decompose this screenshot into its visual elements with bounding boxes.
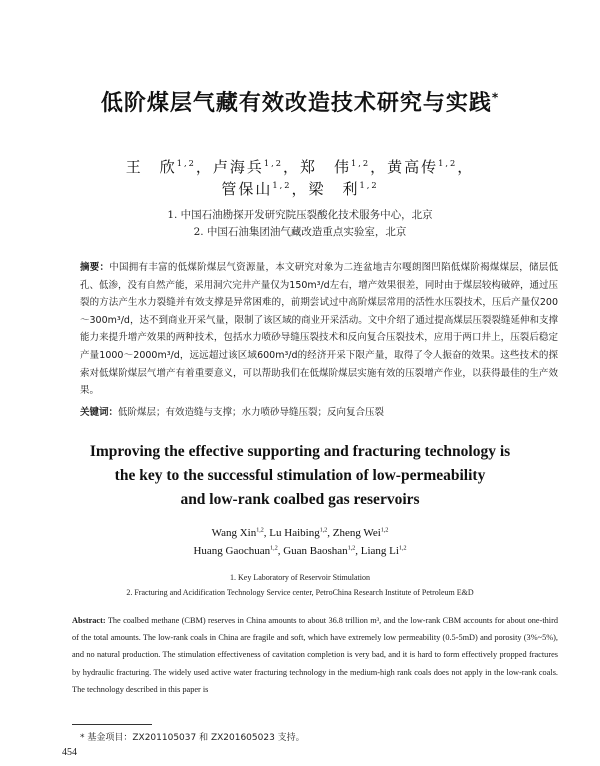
author-affiliation-mark: 1,2	[319, 527, 328, 534]
author-separator: ，	[457, 158, 475, 176]
author-name: Lu Haibing	[269, 527, 320, 539]
author-affiliation-mark: 1,2	[398, 545, 407, 552]
author-affiliation-mark: 1,2	[351, 158, 371, 168]
chinese-keywords-label: 关键词：	[80, 407, 119, 418]
author-name: 管保山	[221, 180, 273, 198]
author-name: 郑 伟	[300, 158, 352, 176]
english-authors-line-2	[0, 545, 600, 557]
chinese-affiliation-1: 1. 中国石油勘探开发研究院压裂酸化技术服务中心，北京	[167, 209, 433, 221]
chinese-affiliation-2: 2. 中国石油集团油气藏改造重点实验室，北京	[193, 226, 407, 238]
english-title-line: Improving the effective supporting and fracturing technology is	[89, 443, 511, 460]
author-name: 卢海兵	[212, 158, 264, 176]
chinese-authors-line-2	[0, 178, 600, 199]
english-title-line: the key to the successful stimulation of low-permeability	[114, 467, 486, 484]
english-abstract	[72, 612, 558, 698]
author-affiliation-mark: 1,2	[438, 158, 458, 168]
chinese-title: 低阶煤层气藏有效改造技术研究与实践*	[100, 90, 500, 116]
english-abstract-label: Abstract:	[72, 616, 106, 625]
author-name: Liang Li	[360, 545, 399, 557]
author-separator: ，	[282, 158, 300, 176]
author-separator: ,	[263, 527, 270, 539]
author-separator: ，	[291, 180, 309, 198]
author-affiliation-mark: 1,2	[263, 158, 283, 168]
page-number: 454	[62, 747, 77, 758]
chinese-abstract-label: 摘要：	[80, 262, 110, 273]
author-separator: ，	[370, 158, 388, 176]
author-separator: ,	[327, 527, 333, 539]
english-authors-line-1	[0, 527, 600, 539]
author-name: Huang Gaochuan	[193, 545, 271, 557]
chinese-keywords	[80, 404, 558, 418]
author-affiliation-mark: 1,2	[347, 545, 356, 552]
author-name: Zheng Wei	[332, 527, 381, 539]
author-affiliation-mark: 1,2	[176, 158, 196, 168]
english-title-line: and low-rank coalbed gas reservoirs	[180, 491, 420, 508]
english-affiliation-1: 1. Key Laboratory of Reservoir Stimulation	[230, 573, 370, 582]
author-affiliation-mark: 1,2	[270, 545, 278, 552]
author-name: Wang Xin	[211, 527, 257, 539]
chinese-abstract-text: 中国拥有丰富的低煤阶煤层气资源量，本文研究对象为二连盆地吉尔嘎朗图凹陷低煤阶褐煤煤层，储层低孔、低渗，没有自然产能，采用洞穴完井产量仅为150m³/d左右，增产效果很差，同时由于煤层较构破碎，通过压裂的方法产生水力裂缝并有效支撑是异常困难的，前期尝试过中高阶煤层常用的活性水压裂技术，压后产量仅200～300m³/d，达不到商业开采气量，限制了该区域的商业开采活动。文中介绍了通过提高煤层压裂裂缝延伸和支撑能力来提升增产效果的两种技术，包括水力喷砂导缝压裂技术和反向复合压裂技术，应用于两口井上，压裂后稳定产量1000～2000m³/d，远远超过该区域600m³/d的经济开采下限产量，取得了令人振奋的效果。这些技术的探索对低煤阶煤层气增产有着重要意义，可以帮助我们在低煤阶煤层实施有效的压裂增产作业，以获得最佳的生产效果。	[80, 262, 558, 397]
author-separator: ,	[355, 545, 361, 557]
footnote-divider	[72, 724, 152, 725]
chinese-authors-line-1	[0, 156, 600, 177]
english-affiliation-2: 2. Fracturing and Acidification Technology Service center, PetroChina Research Institute of Petroleum E&D	[126, 588, 474, 597]
author-affiliation-mark: 1,2	[272, 180, 292, 190]
english-title	[0, 440, 600, 512]
author-name: 黄高传	[387, 158, 439, 176]
author-name: 王 欣	[125, 158, 177, 176]
chinese-abstract	[80, 259, 558, 400]
author-separator: ，	[195, 158, 213, 176]
chinese-keywords-text: 低阶煤层；有效造缝与支撑；水力喷砂导缝压裂；反向复合压裂	[118, 407, 385, 418]
title-footnote-mark: *	[491, 90, 500, 105]
english-abstract-text: The coalbed methane (CBM) reserves in China amounts to about 36.8 trillion m³, and the low-rank CBM accounts for about one-third of the total amounts. The low-rank coals in China are fragile and soft, which have extremely low permeability (0.5-5mD) and porosity (3%~5%), and no natural production. The stimulation effectiveness of cavitation completion is very bad, and it is hard to form effectively propped fractures by hydraulic fracturing. The widely used active water fracturing technology in the medium-high rank coals does not apply in the low-rank coals. The technology described in this paper is	[72, 616, 558, 694]
author-affiliation-mark: 1,2	[359, 180, 379, 190]
author-separator: ,	[277, 545, 284, 557]
funding-footnote: * 基金项目：ZX201105037 和 ZX201605023 支持。	[80, 733, 305, 743]
author-name: Guan Baoshan	[283, 545, 348, 557]
author-affiliation-mark: 1,2	[256, 527, 264, 534]
author-name: 梁 利	[308, 180, 360, 198]
author-affiliation-mark: 1,2	[380, 527, 389, 534]
